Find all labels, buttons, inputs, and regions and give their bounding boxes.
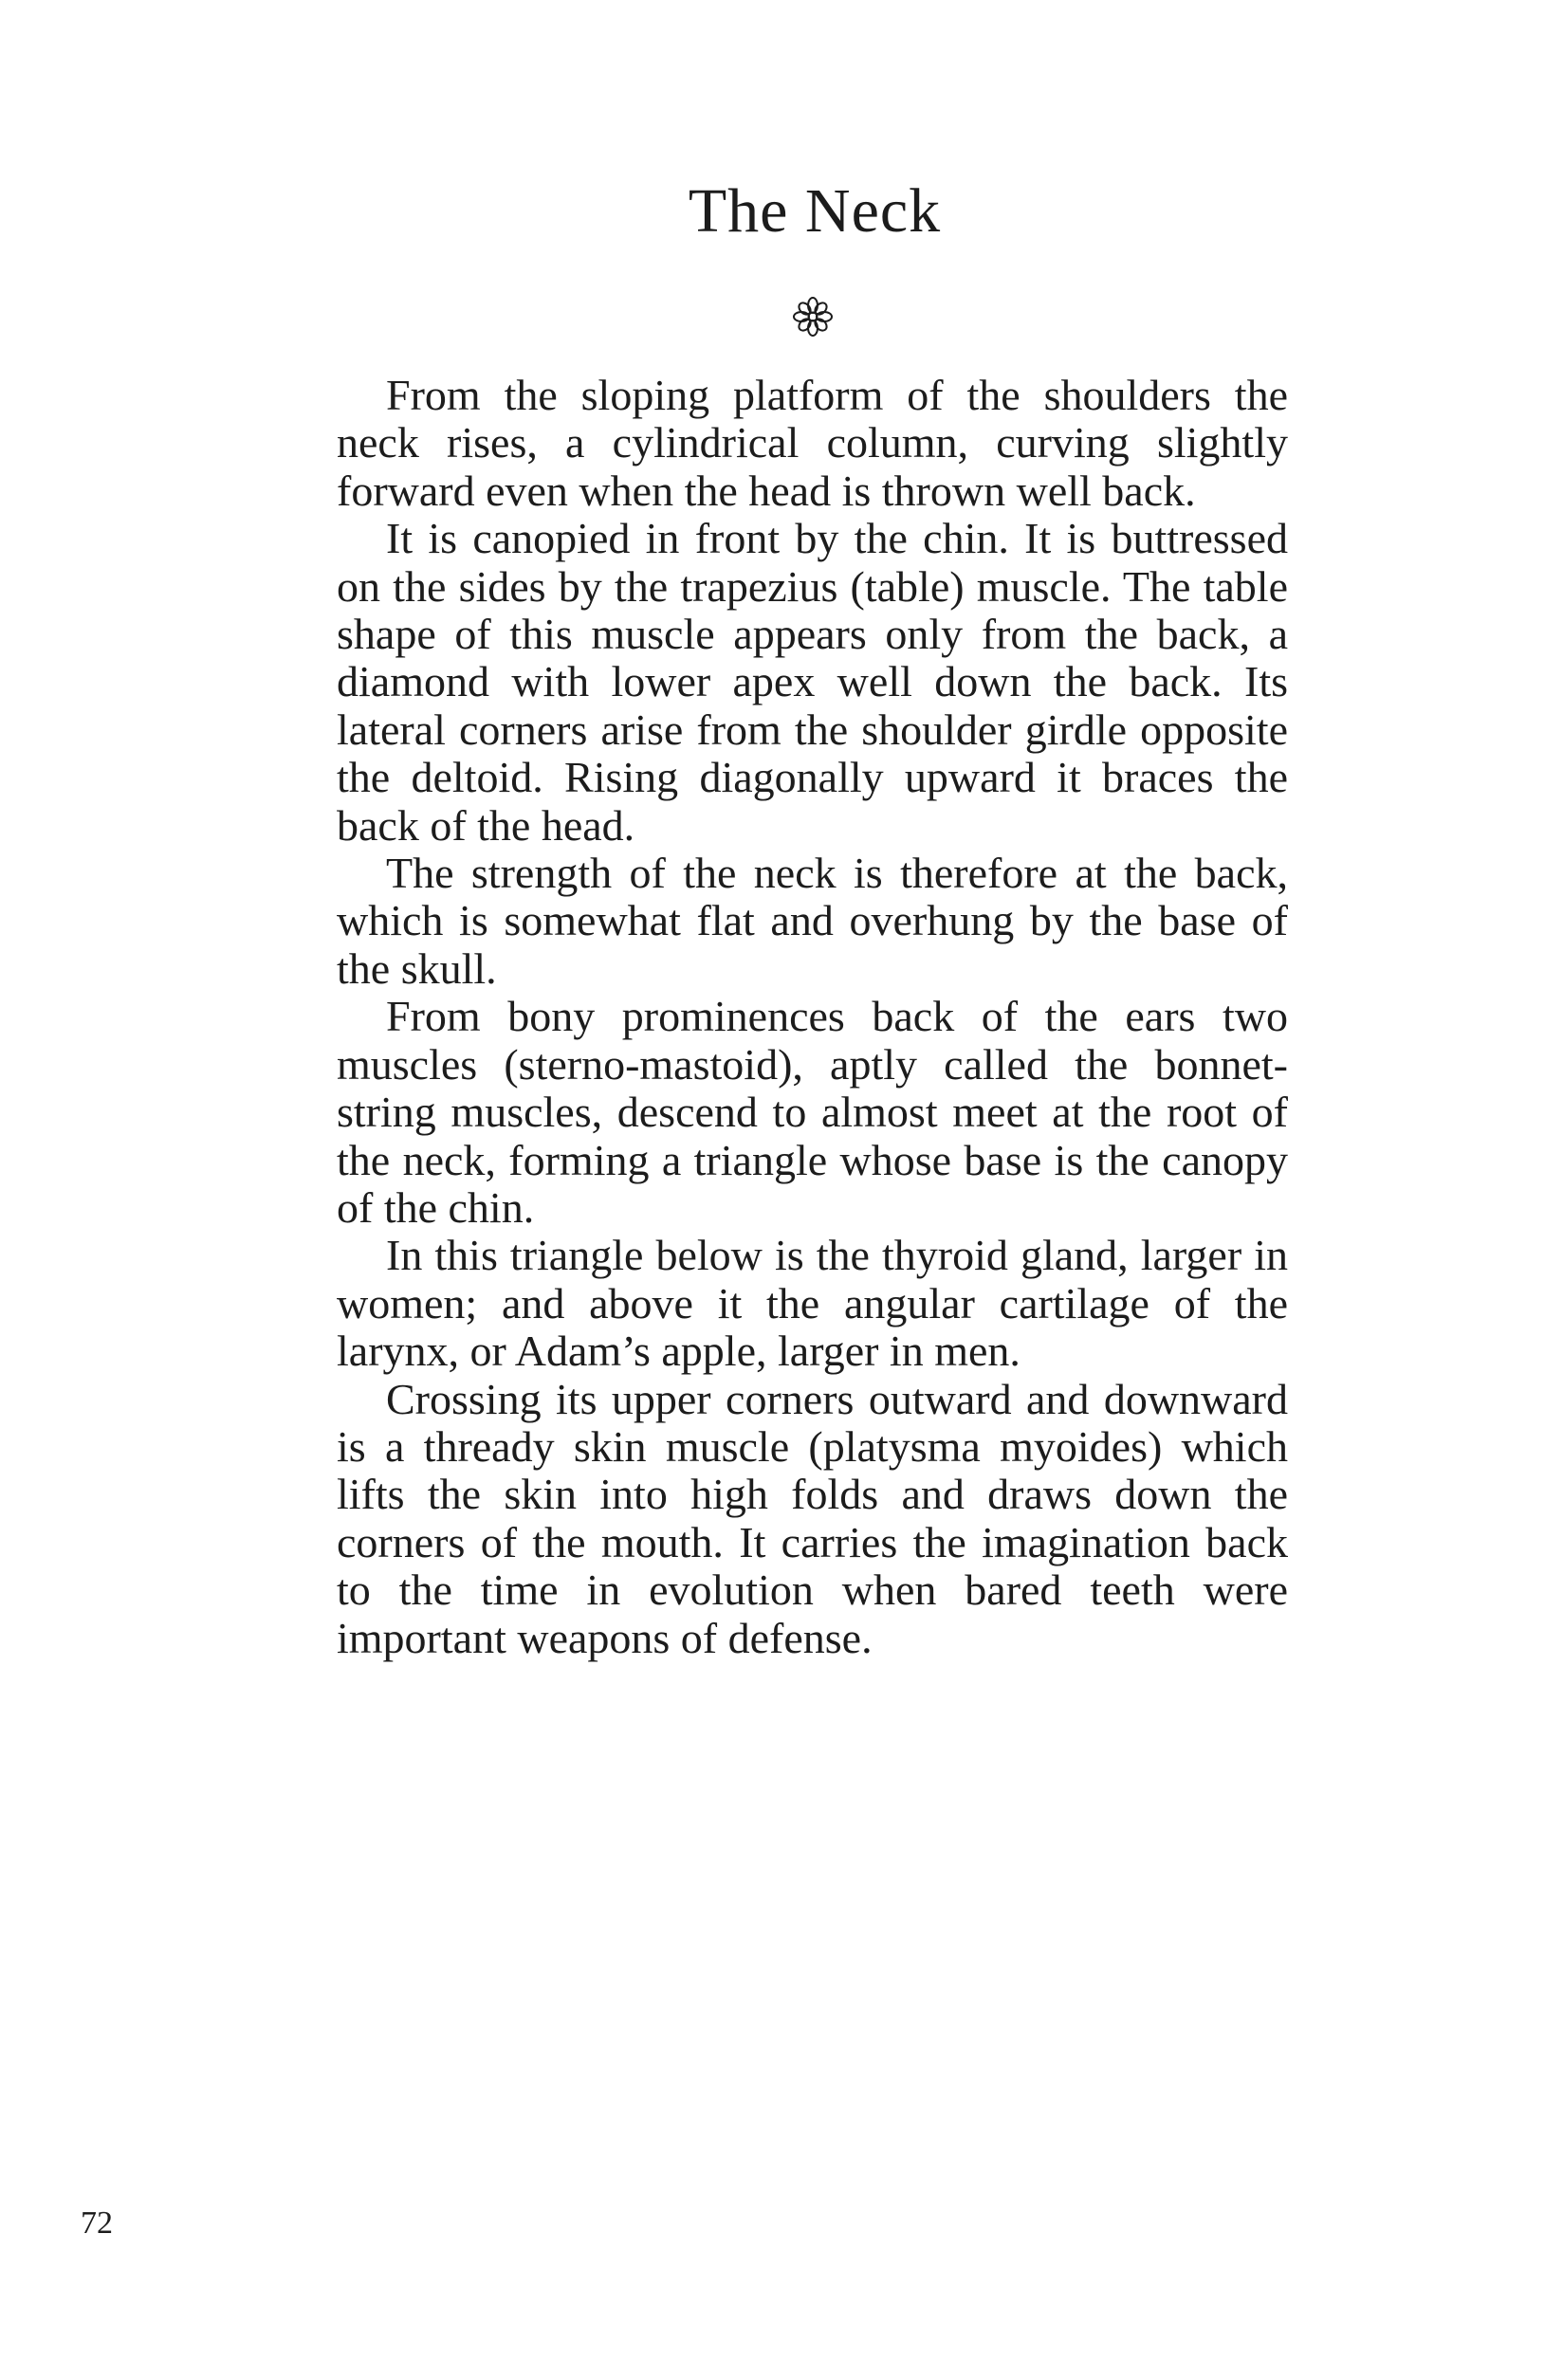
paragraph: Crossing its upper corners outward and downward is a thready skin muscle (platysma myoides) which lifts the skin into high folds and draws down the corners of the mouth. It carries the imagination back to the time in evolution when bared teeth were important weapons of defense. xyxy=(337,1374,1288,1662)
paragraph: In this triangle below is the thyroid gland, larger in women; and above it the angular cartilage of the larynx, or Adam’s apple, larger in men. xyxy=(337,1231,1288,1376)
body-text xyxy=(337,372,1288,1662)
page-number: 72 xyxy=(81,2206,113,2241)
paragraph: From the sloping platform of the shoulders the neck rises, a cylindrical column, curving slightly forward even when the head is thrown well back. xyxy=(337,371,1288,515)
flower-ornament-icon xyxy=(792,296,834,338)
paragraph: The strength of the neck is therefore at the back, which is somewhat flat and overhung by the base of the skull. xyxy=(337,849,1288,993)
paragraph: From bony prominences back of the ears two muscles (sterno-mastoid), aptly called the bonnet-string muscles, descend to almost meet at the root of the neck, forming a triangle whose base is the canopy of the chin. xyxy=(337,992,1288,1232)
paragraph: It is canopied in front by the chin. It is buttressed on the sides by the trapezius (table) muscle. The table shape of this muscle appears only from the back, a diamond with lower apex well down the back. Its lateral corners arise from the shoulder girdle opposite the deltoid. Rising diagonally upward it braces the back of the head. xyxy=(337,514,1288,850)
page-title: The Neck xyxy=(688,176,942,246)
